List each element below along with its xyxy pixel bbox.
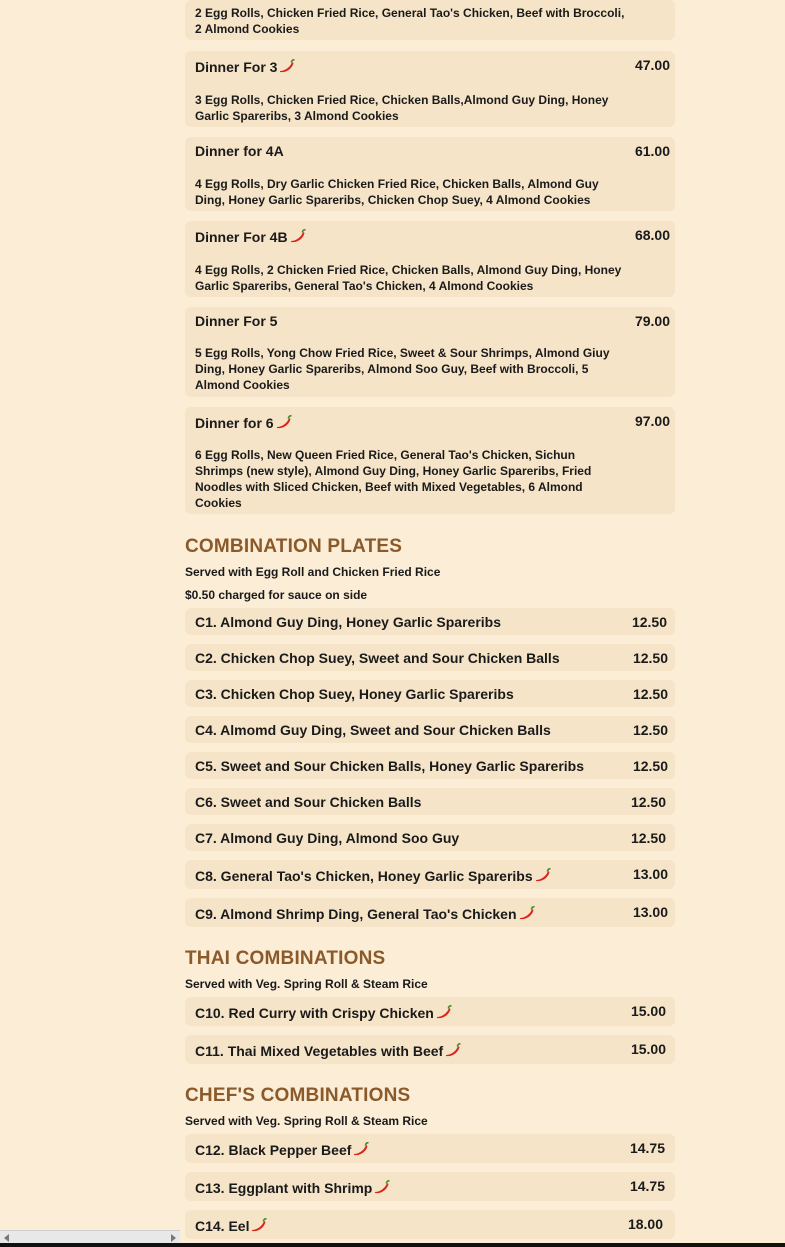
item-name: C10. Red Curry with Crispy Chicken — [195, 1005, 452, 1021]
menu-item[interactable] — [185, 407, 675, 514]
menu-item[interactable] — [185, 644, 675, 671]
menu-item[interactable] — [185, 1134, 675, 1163]
item-price: 61.00 — [634, 143, 670, 159]
item-price: 15.00 — [630, 1003, 666, 1019]
item-name: Dinner for 4A — [195, 143, 284, 159]
menu-item[interactable] — [185, 1035, 675, 1064]
item-price: 14.75 — [629, 1140, 665, 1156]
item-name: C13. Eggplant with Shrimp — [195, 1180, 390, 1196]
item-name: C7. Almond Guy Ding, Almond Soo Guy — [195, 830, 460, 846]
item-name: C4. Almomd Guy Ding, Sweet and Sour Chicken Balls — [195, 722, 551, 738]
chili-pepper-icon — [518, 906, 535, 920]
item-description: 4 Egg Rolls, Dry Garlic Chicken Fried Rice, Chicken Balls, Almond Guy Ding, Honey Garlic Spareribs, Chicken Chop Suey, 4 Almond Cookies — [195, 177, 599, 207]
section-note: $0.50 charged for sauce on side — [185, 588, 368, 602]
chili-pepper-icon — [275, 415, 292, 429]
item-price: 12.50 — [632, 650, 668, 666]
chili-pepper-icon — [278, 59, 295, 73]
menu-item[interactable] — [185, 997, 675, 1026]
item-price: 12.50 — [632, 758, 668, 774]
section-note: Served with Veg. Spring Roll & Steam Rice — [185, 977, 428, 991]
menu-item[interactable] — [185, 752, 675, 779]
chili-pepper-icon — [289, 229, 306, 243]
item-name: C5. Sweet and Sour Chicken Balls, Honey Garlic Spareribs — [195, 758, 585, 774]
item-price: 12.50 — [632, 722, 668, 738]
item-price: 79.00 — [634, 313, 670, 329]
menu-item[interactable] — [185, 608, 675, 635]
item-name: Dinner For 5 — [195, 313, 278, 329]
item-price: 14.75 — [629, 1178, 665, 1194]
menu-item[interactable] — [185, 0, 675, 40]
item-price: 12.50 — [630, 830, 666, 846]
section-note: Served with Egg Roll and Chicken Fried Rice — [185, 565, 441, 579]
menu-item[interactable] — [185, 898, 675, 927]
menu-item[interactable] — [185, 307, 675, 397]
item-price: 12.50 — [631, 614, 667, 630]
scroll-right-arrow-icon[interactable] — [171, 1234, 176, 1242]
item-name: C6. Sweet and Sour Chicken Balls — [195, 794, 422, 810]
item-price: 15.00 — [630, 1041, 666, 1057]
item-name: C8. General Tao's Chicken, Honey Garlic Spareribs — [195, 868, 551, 884]
item-price: 47.00 — [634, 57, 670, 73]
chili-pepper-icon — [373, 1180, 390, 1194]
menu-item[interactable] — [185, 788, 675, 815]
menu-item[interactable] — [185, 680, 675, 707]
item-name: C2. Chicken Chop Suey, Sweet and Sour Chicken Balls — [195, 650, 560, 666]
item-price: 97.00 — [634, 413, 670, 429]
item-price: 12.50 — [632, 686, 668, 702]
menu-item[interactable] — [185, 221, 675, 297]
item-description: 4 Egg Rolls, 2 Chicken Fried Rice, Chicken Balls, Almond Guy Ding, Honey Garlic Spareribs, General Tao's Chicken, 4 Almond Cookies — [195, 263, 622, 293]
menu-item[interactable] — [185, 716, 675, 743]
item-description: 2 Egg Rolls, Chicken Fried Rice, General Tao's Chicken, Beef with Broccoli, 2 Almond Cookies — [195, 6, 625, 36]
item-name: C14. Eel — [195, 1218, 267, 1234]
bottom-border — [0, 1243, 785, 1247]
item-name: C11. Thai Mixed Vegetables with Beef — [195, 1043, 461, 1059]
item-description: 6 Egg Rolls, New Queen Fried Rice, General Tao's Chicken, Sichun Shrimps (new style), Almond Guy Ding, Honey Garlic Spareribs, Fried Noodles with Sliced Chicken, Beef with Mixed Vegetables, 6 Almond Cookies — [195, 448, 592, 510]
menu-item[interactable] — [185, 51, 675, 127]
item-price: 12.50 — [630, 794, 666, 810]
section-title: THAI COMBINATIONS — [185, 948, 386, 969]
item-price: 13.00 — [632, 904, 668, 920]
item-price: 68.00 — [634, 227, 670, 243]
chili-pepper-icon — [534, 868, 551, 882]
chili-pepper-icon — [352, 1142, 369, 1156]
section-title: CHEF'S COMBINATIONS — [185, 1085, 411, 1106]
scroll-left-arrow-icon[interactable] — [4, 1234, 9, 1242]
chili-pepper-icon — [444, 1043, 461, 1057]
item-name: Dinner For 4B — [195, 229, 306, 245]
item-description: 5 Egg Rolls, Yong Chow Fried Rice, Sweet & Sour Shrimps, Almond Giuy Ding, Honey Garlic Spareribs, Almond Soo Guy, Beef with Broccoli, 5 Almond Cookies — [195, 346, 610, 392]
item-name: C12. Black Pepper Beef — [195, 1142, 369, 1158]
menu-item[interactable] — [185, 860, 675, 889]
chili-pepper-icon — [250, 1218, 267, 1232]
item-name: Dinner For 3 — [195, 59, 295, 75]
menu-item[interactable] — [185, 1210, 675, 1239]
section-note: Served with Veg. Spring Roll & Steam Rice — [185, 1114, 428, 1128]
item-name: C3. Chicken Chop Suey, Honey Garlic Spareribs — [195, 686, 514, 702]
item-description: 3 Egg Rolls, Chicken Fried Rice, Chicken Balls,Almond Guy Ding, Honey Garlic Spareribs, 3 Almond Cookies — [195, 93, 609, 123]
item-name: C9. Almond Shrimp Ding, General Tao's Chicken — [195, 906, 535, 922]
menu-item[interactable] — [185, 1172, 675, 1201]
section-title: COMBINATION PLATES — [185, 536, 403, 557]
item-name: C1. Almond Guy Ding, Honey Garlic Spareribs — [195, 614, 501, 630]
chili-pepper-icon — [435, 1005, 452, 1019]
item-price: 18.00 — [627, 1216, 663, 1232]
item-price: 13.00 — [632, 866, 668, 882]
menu-item[interactable] — [185, 824, 675, 851]
item-name: Dinner for 6 — [195, 415, 292, 431]
menu-item[interactable] — [185, 137, 675, 211]
